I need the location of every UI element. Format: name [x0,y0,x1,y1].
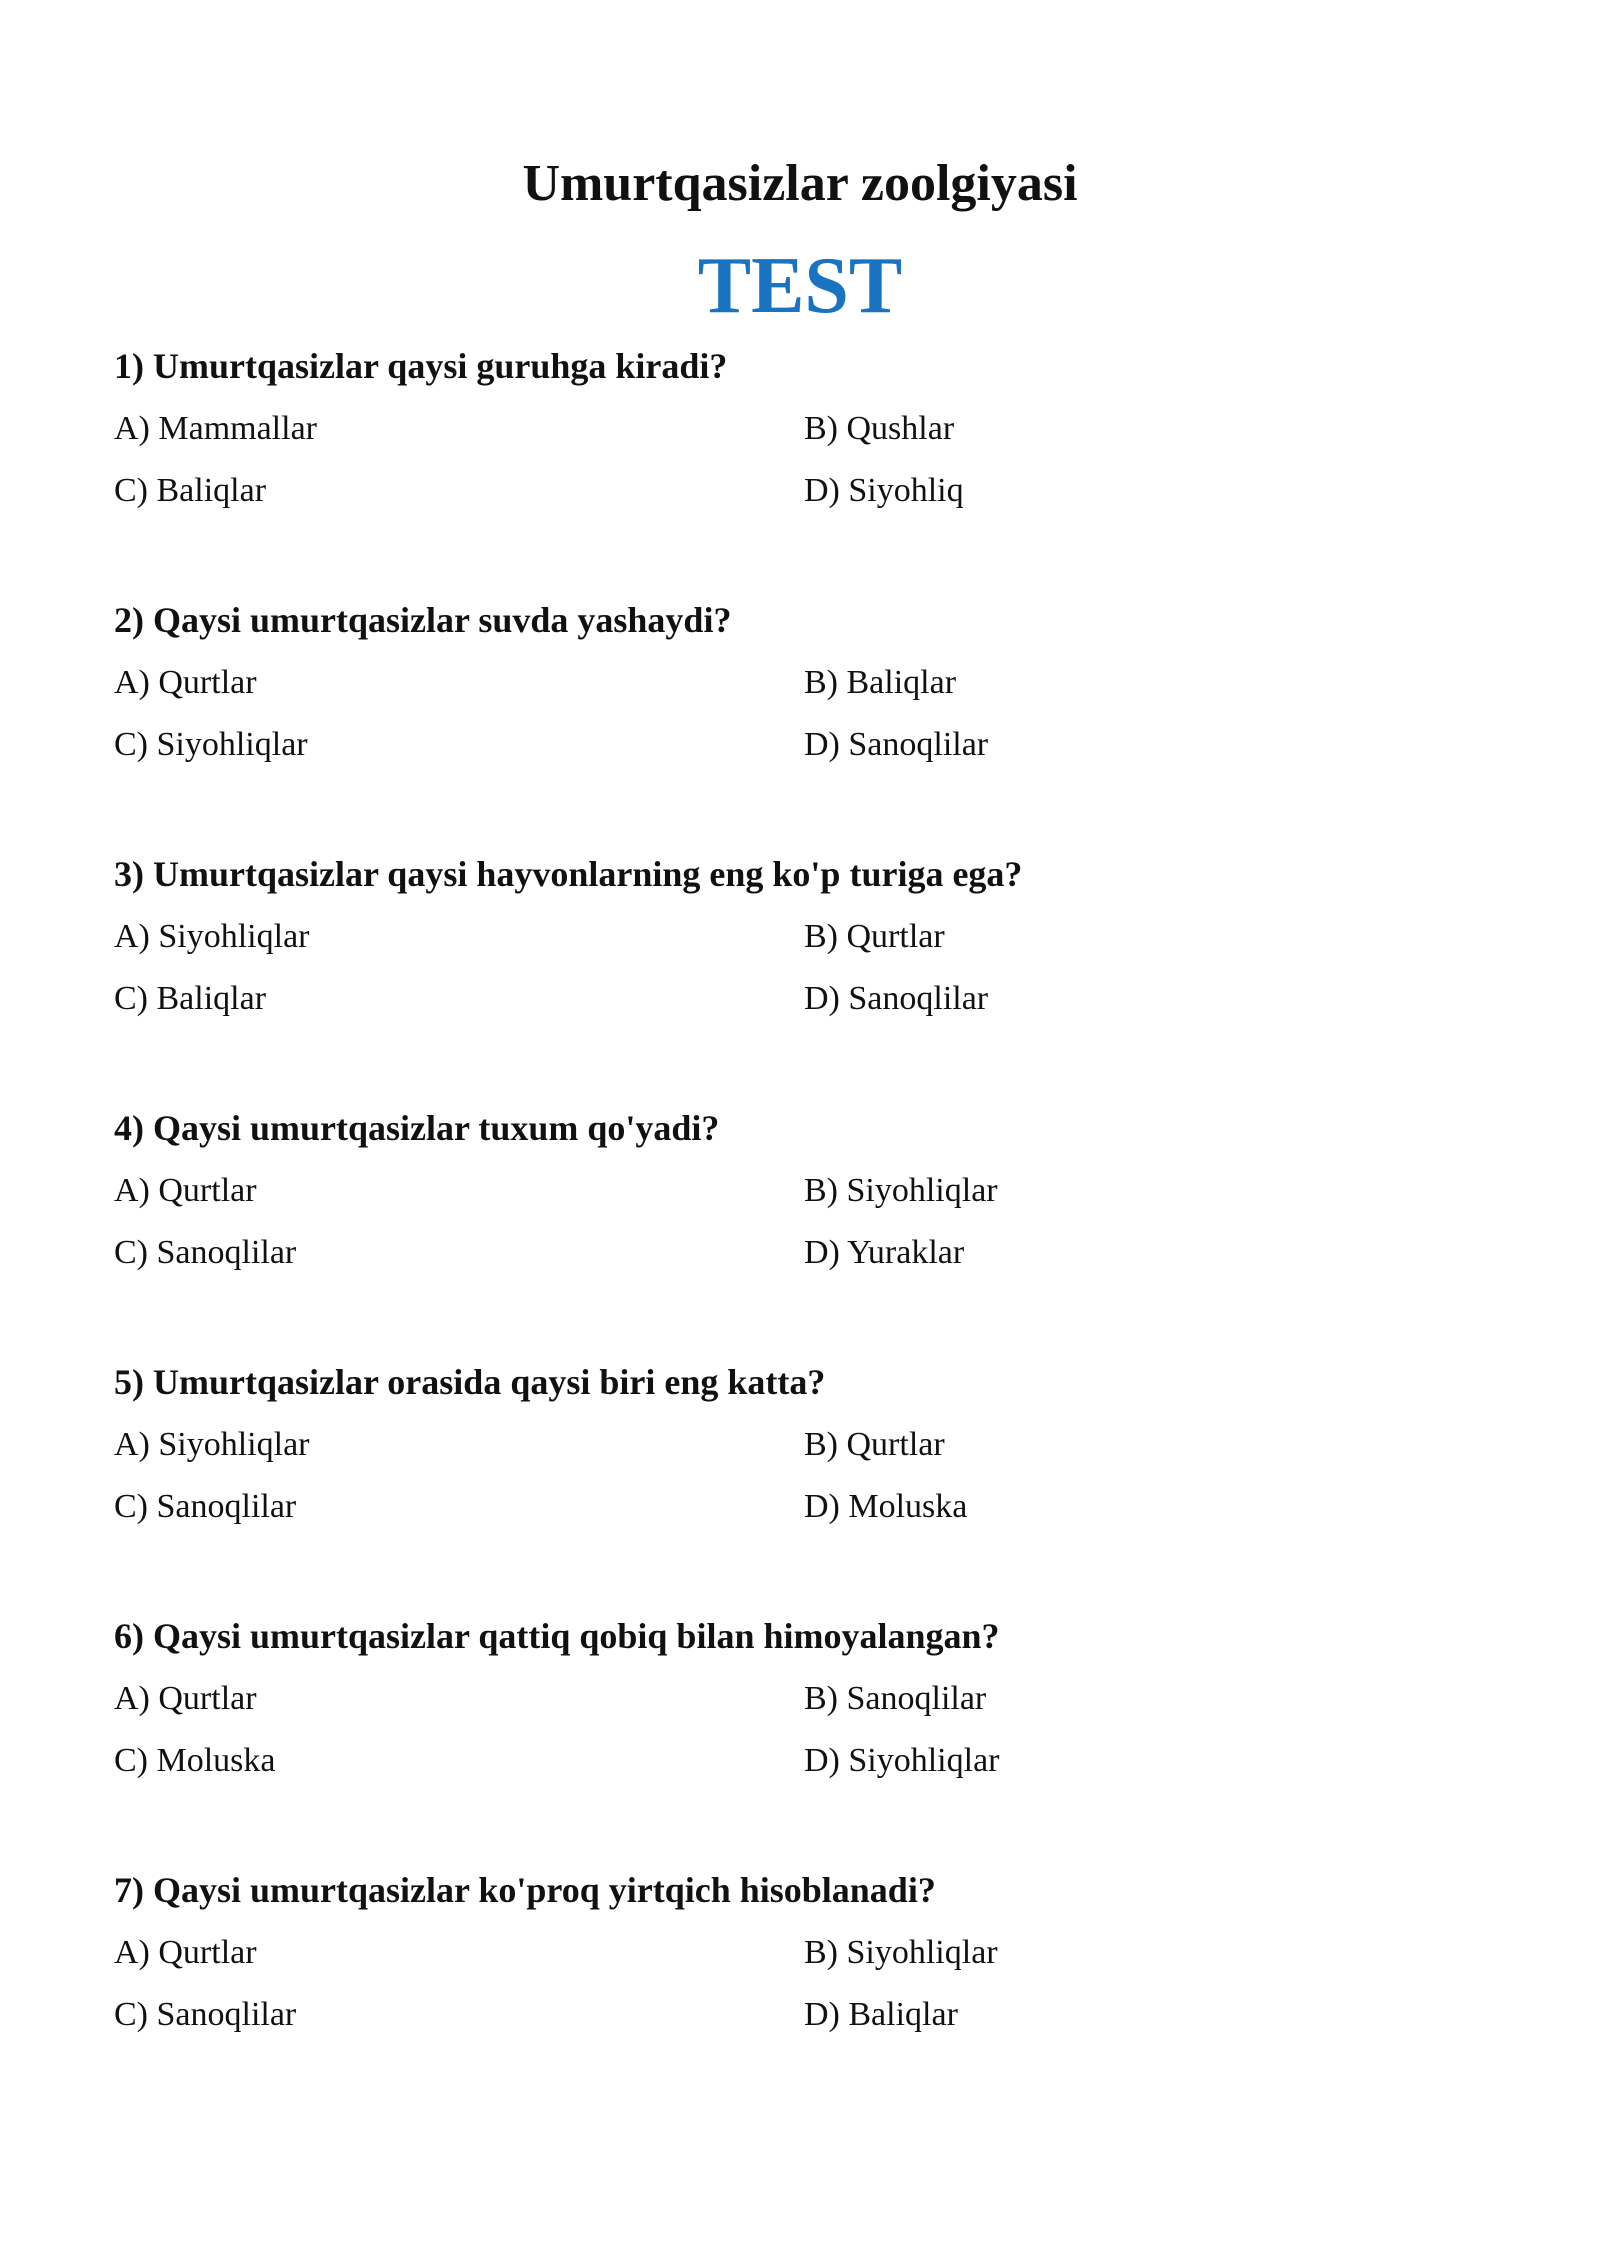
answer-row [114,1984,1514,2046]
answer-option: B) Sanoqlilar [804,1680,987,1717]
answer-option: D) Sanoqlilar [804,726,989,763]
answer-option: B) Qushlar [804,410,955,447]
question-text: 7) Qaysi umurtqasizlar ko'proq yirtqich hisoblanadi? [114,1870,936,1910]
answer-option: B) Qurtlar [804,1426,945,1463]
answer-option: D) Baliqlar [804,1996,958,2033]
answer-option: A) Qurtlar [114,1680,257,1717]
answer-option: D) Sanoqlilar [804,980,989,1017]
test-heading: TEST [697,242,903,330]
question-4 [114,1100,1514,1354]
question-text: 6) Qaysi umurtqasizlar qattiq qobiq bilan himoyalangan? [114,1616,1000,1656]
question-list [114,338,1514,2116]
answer-option: A) Qurtlar [114,1172,257,1209]
answer-option: A) Siyohliqlar [114,918,310,955]
answer-option: B) Siyohliqlar [804,1934,998,1971]
question-text: 1) Umurtqasizlar qaysi guruhga kiradi? [114,346,728,386]
answer-option: D) Siyohliqlar [804,1742,1000,1779]
answer-row [114,1668,1514,1730]
answer-option: D) Siyohliq [804,472,964,509]
page-title: Umurtqasizlar zoolgiyasi [522,155,1078,212]
answer-row [114,398,1514,460]
answer-row [114,906,1514,968]
answer-option: A) Mammallar [114,410,317,447]
answer-option: B) Siyohliqlar [804,1172,998,1209]
answer-row [114,1730,1514,1792]
answer-option: C) Sanoqlilar [114,1234,297,1271]
question-text: 2) Qaysi umurtqasizlar suvda yashaydi? [114,600,732,640]
answer-row [114,1222,1514,1284]
answer-row [114,1414,1514,1476]
question-6 [114,1608,1514,1862]
answer-option: D) Moluska [804,1488,968,1525]
answer-option: C) Siyohliqlar [114,726,308,763]
answer-row [114,968,1514,1030]
answer-option: A) Qurtlar [114,664,257,701]
question-text: 5) Umurtqasizlar orasida qaysi biri eng katta? [114,1362,826,1402]
answer-row [114,1160,1514,1222]
answer-row [114,460,1514,522]
question-text: 4) Qaysi umurtqasizlar tuxum qo'yadi? [114,1108,720,1148]
answer-option: C) Baliqlar [114,980,267,1017]
question-3 [114,846,1514,1100]
question-5 [114,1354,1514,1608]
answer-row [114,1922,1514,1984]
answer-option: C) Sanoqlilar [114,1488,297,1525]
question-7 [114,1862,1514,2116]
answer-option: A) Siyohliqlar [114,1426,310,1463]
question-1 [114,338,1514,592]
question-2 [114,592,1514,846]
answer-option: C) Moluska [114,1742,276,1779]
question-text: 3) Umurtqasizlar qaysi hayvonlarning eng ko'p turiga ega? [114,854,1023,894]
answer-option: A) Qurtlar [114,1934,257,1971]
answer-option: B) Baliqlar [804,664,957,701]
answer-row [114,714,1514,776]
answer-option: C) Sanoqlilar [114,1996,297,2033]
answer-row [114,1476,1514,1538]
answer-option: D) Yuraklar [804,1234,965,1271]
answer-option: C) Baliqlar [114,472,267,509]
answer-option: B) Qurtlar [804,918,945,955]
answer-row [114,652,1514,714]
